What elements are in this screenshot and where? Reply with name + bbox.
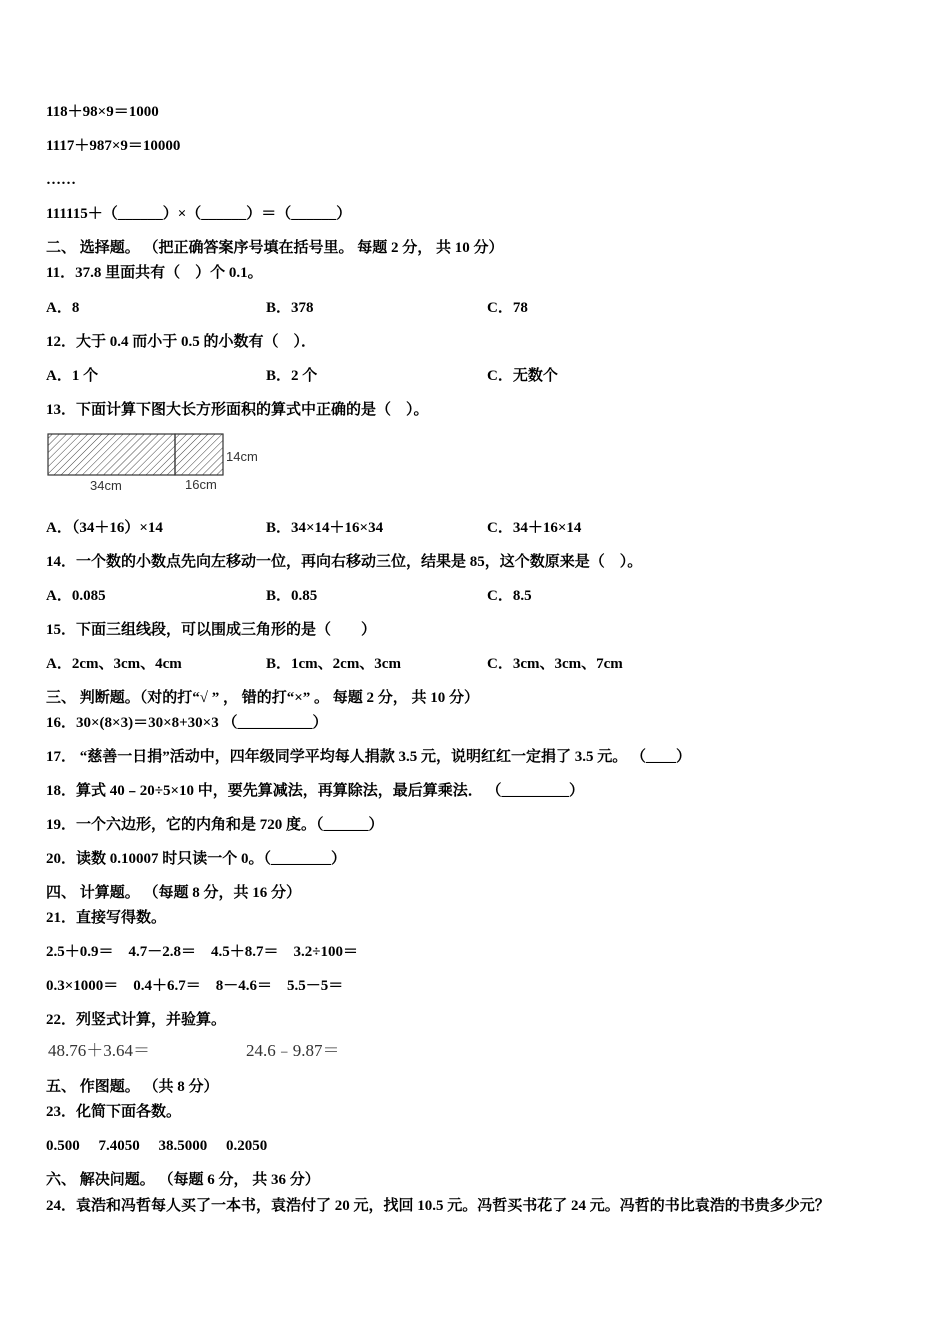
q18: 18．算式 40﹣20÷5×10 中，要先算减法，再算除法，最后算乘法． （_________）: [46, 783, 585, 799]
q12-stem: 12．大于 0.4 而小于 0.5 的小数有（ ）．: [46, 334, 317, 350]
q22-expression-a: 48.76＋3.64＝: [48, 1041, 150, 1060]
q11-option-c: C．78: [487, 300, 528, 316]
q24: 24．袁浩和冯哲每人买了一本书，袁浩付了 20 元，找回 10.5 元。冯哲买书花了 24 元。冯哲的书比袁浩的书贵多少元？: [46, 1198, 830, 1214]
q11-stem: 11．37.8 里面共有（ ）个 0.1。: [46, 265, 263, 281]
q23-numbers: 0.500 7.4050 38.5000 0.2050: [46, 1138, 268, 1154]
q13-option-b: B．34×14＋16×34: [266, 520, 384, 536]
q22-stem: 22．列竖式计算，并验算。: [46, 1012, 227, 1028]
section5-heading: 五、 作图题。 （共 8 分）: [46, 1079, 219, 1095]
q15-option-b: B．1cm、2cm、3cm: [266, 656, 401, 672]
pattern-line-1: 118＋98×9＝1000: [46, 104, 159, 120]
q13-rectangle-figure: [44, 428, 274, 498]
q12-option-c: C．无数个: [487, 368, 558, 384]
q14-option-c: C．8.5: [487, 588, 532, 604]
q16: 16．30×(8×3)＝30×8+30×3 （__________）: [46, 715, 328, 731]
label-16cm: 16cm: [185, 477, 217, 492]
q13-option-c: C．34＋16×14: [487, 520, 582, 536]
q23-stem: 23．化简下面各数。: [46, 1104, 182, 1120]
q14-option-a: A．0.085: [46, 588, 106, 604]
pattern-ellipsis: ……: [46, 172, 76, 188]
pattern-line-blank: 111115＋（______）×（______）＝（______）: [46, 206, 352, 222]
label-14cm: 14cm: [226, 449, 258, 464]
q19: 19．一个六边形，它的内角和是 720 度。（______）: [46, 817, 384, 833]
label-34cm: 34cm: [90, 478, 122, 493]
section2-heading: 二、 选择题。 （把正确答案序号填在括号里。 每题 2 分， 共 10 分）: [46, 240, 504, 256]
q12-option-b: B．2 个: [266, 368, 318, 384]
q11-option-b: B．378: [266, 300, 314, 316]
section3-heading: 三、 判断题。（对的打“√ ” ， 错的打“×” 。 每题 2 分， 共 10 分）: [46, 690, 480, 706]
q21-row-2: 0.3×1000＝ 0.4＋6.7＝ 8－4.6＝ 5.5－5＝: [46, 978, 344, 994]
q22-expression-b: 24.6﹣9.87＝: [246, 1041, 340, 1060]
q12-option-a: A．1 个: [46, 368, 99, 384]
q13-option-a: A．（34＋16）×14: [46, 520, 163, 536]
section4-heading: 四、 计算题。 （每题 8 分，共 16 分）: [46, 885, 302, 901]
pattern-line-2: 1117＋987×9＝10000: [46, 138, 181, 154]
q14-option-b: B．0.85: [266, 588, 318, 604]
q15-option-a: A．2cm、3cm、4cm: [46, 656, 182, 672]
q13-stem: 13．下面计算下图大长方形面积的算式中正确的是（ ）。: [46, 402, 429, 418]
q17: 17． “慈善一日捐”活动中，四年级同学平均每人捐款 3.5 元，说明红红一定捐了 3.5 元。 （____）: [46, 749, 692, 765]
rect-left-part: [48, 434, 175, 475]
q21-stem: 21．直接写得数。: [46, 910, 167, 926]
q11-option-a: A．8: [46, 300, 80, 316]
rect-right-part: [175, 434, 223, 475]
q21-row-1: 2.5＋0.9＝ 4.7－2.8＝ 4.5＋8.7＝ 3.2÷100＝: [46, 944, 358, 960]
q15-option-c: C．3cm、3cm、7cm: [487, 656, 623, 672]
q14-stem: 14．一个数的小数点先向左移动一位，再向右移动三位，结果是 85，这个数原来是（ ）。: [46, 554, 643, 570]
q20: 20．读数 0.10007 时只读一个 0。（________）: [46, 851, 347, 867]
section6-heading: 六、 解决问题。 （每题 6 分， 共 36 分）: [46, 1172, 320, 1188]
q15-stem: 15．下面三组线段，可以围成三角形的是（ ）: [46, 622, 377, 638]
